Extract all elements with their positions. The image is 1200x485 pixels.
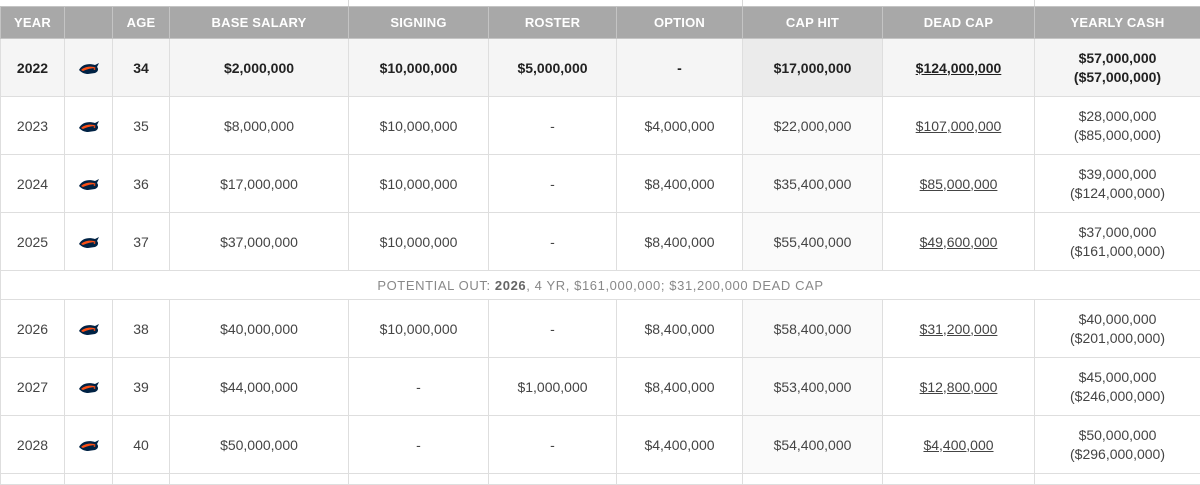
- table-row: [1, 416, 1200, 474]
- header-team: [65, 7, 113, 39]
- potential-out-details: , 4 YR, $161,000,000; $31,200,000 DEAD CAP: [526, 278, 823, 293]
- dead-cap-link[interactable]: $107,000,000: [916, 118, 1002, 134]
- year-cell: 2027: [1, 358, 65, 416]
- team-cell: [65, 97, 113, 155]
- dead-cap-link[interactable]: $124,000,000: [916, 60, 1002, 76]
- cap-hit-cell: $35,400,000: [743, 155, 883, 213]
- empty-cell: [489, 474, 617, 485]
- table-row: [1, 213, 1200, 271]
- broncos-logo-icon: [78, 178, 100, 192]
- year-cell: 2025: [1, 213, 65, 271]
- signing-cell: $10,000,000: [349, 155, 489, 213]
- team-cell: [65, 39, 113, 97]
- header-yearly-cash[interactable]: YEARLY CASH: [1035, 7, 1200, 39]
- signing-cell: $10,000,000: [349, 39, 489, 97]
- option-cell: $8,400,000: [617, 358, 743, 416]
- roster-cell: -: [489, 155, 617, 213]
- empty-cell: [1035, 474, 1200, 485]
- roster-cell: -: [489, 97, 617, 155]
- broncos-logo-icon: [78, 62, 100, 76]
- table-row: [1, 300, 1200, 358]
- table-row: [1, 155, 1200, 213]
- signing-cell: -: [349, 416, 489, 474]
- base-salary-cell: $44,000,000: [170, 358, 349, 416]
- empty-cell: [65, 474, 113, 485]
- roster-cell: $1,000,000: [489, 358, 617, 416]
- option-cell: -: [617, 39, 743, 97]
- yearly-cash-cell: [1035, 97, 1200, 155]
- cap-hit-cell: $17,000,000: [743, 39, 883, 97]
- dead-cap-link[interactable]: $85,000,000: [920, 176, 998, 192]
- yearly-cash-cell: [1035, 39, 1200, 97]
- year-cell: 2026: [1, 300, 65, 358]
- base-salary-cell: $8,000,000: [170, 97, 349, 155]
- signing-cell: -: [349, 358, 489, 416]
- base-salary-cell: $17,000,000: [170, 155, 349, 213]
- broncos-logo-icon: [78, 236, 100, 250]
- age-cell: 39: [113, 358, 170, 416]
- broncos-logo-icon: [78, 323, 100, 337]
- team-cell: [65, 155, 113, 213]
- base-salary-cell: $2,000,000: [170, 39, 349, 97]
- yearly-cash-amount: $57,000,000: [1035, 49, 1200, 68]
- age-cell: 37: [113, 213, 170, 271]
- table-row: [1, 39, 1200, 97]
- team-cell: [65, 213, 113, 271]
- base-salary-cell: $40,000,000: [170, 300, 349, 358]
- yearly-cash-amount: $40,000,000: [1035, 310, 1200, 329]
- empty-cell: [1, 474, 65, 485]
- yearly-cash-cell: [1035, 416, 1200, 474]
- age-cell: 40: [113, 416, 170, 474]
- year-cell: 2023: [1, 97, 65, 155]
- age-cell: 36: [113, 155, 170, 213]
- potential-out-label: POTENTIAL OUT:: [377, 278, 495, 293]
- dead-cap-cell: [883, 416, 1035, 474]
- header-option[interactable]: OPTION: [617, 7, 743, 39]
- yearly-cash-amount: $37,000,000: [1035, 223, 1200, 242]
- potential-out-text: [1, 271, 1200, 300]
- option-cell: $4,400,000: [617, 416, 743, 474]
- option-cell: $8,400,000: [617, 213, 743, 271]
- year-cell: 2022: [1, 39, 65, 97]
- contract-table: [0, 6, 1200, 485]
- option-cell: $8,400,000: [617, 155, 743, 213]
- dead-cap-link[interactable]: $12,800,000: [920, 379, 998, 395]
- dead-cap-cell: [883, 300, 1035, 358]
- empty-cell: [170, 474, 349, 485]
- empty-cell: [349, 474, 489, 485]
- cap-hit-cell: $54,400,000: [743, 416, 883, 474]
- cap-hit-cell: $58,400,000: [743, 300, 883, 358]
- cumulative-cash-amount: ($201,000,000): [1035, 329, 1200, 348]
- table-row-partial: [1, 474, 1200, 485]
- dead-cap-cell: [883, 39, 1035, 97]
- broncos-logo-icon: [78, 120, 100, 134]
- header-year[interactable]: YEAR: [1, 7, 65, 39]
- signing-cell: $10,000,000: [349, 213, 489, 271]
- dead-cap-cell: [883, 97, 1035, 155]
- broncos-logo-icon: [78, 439, 100, 453]
- dead-cap-link[interactable]: $4,400,000: [923, 437, 993, 453]
- cap-hit-cell: $53,400,000: [743, 358, 883, 416]
- dead-cap-cell: [883, 155, 1035, 213]
- cap-hit-cell: $55,400,000: [743, 213, 883, 271]
- yearly-cash-amount: $28,000,000: [1035, 107, 1200, 126]
- yearly-cash-amount: $45,000,000: [1035, 368, 1200, 387]
- roster-cell: -: [489, 300, 617, 358]
- table-header-row: [1, 7, 1200, 39]
- option-cell: $8,400,000: [617, 300, 743, 358]
- dead-cap-cell: [883, 358, 1035, 416]
- empty-cell: [617, 474, 743, 485]
- header-base-salary[interactable]: BASE SALARY: [170, 7, 349, 39]
- roster-cell: -: [489, 213, 617, 271]
- yearly-cash-amount: $39,000,000: [1035, 165, 1200, 184]
- potential-out-year: 2026: [495, 278, 526, 293]
- team-cell: [65, 358, 113, 416]
- empty-cell: [113, 474, 170, 485]
- cumulative-cash-amount: ($57,000,000): [1035, 68, 1200, 87]
- header-cap-hit[interactable]: CAP HIT: [743, 7, 883, 39]
- dead-cap-cell: [883, 213, 1035, 271]
- header-signing[interactable]: SIGNING: [349, 7, 489, 39]
- age-cell: 38: [113, 300, 170, 358]
- cumulative-cash-amount: ($124,000,000): [1035, 184, 1200, 203]
- roster-cell: -: [489, 416, 617, 474]
- signing-cell: $10,000,000: [349, 97, 489, 155]
- year-cell: 2028: [1, 416, 65, 474]
- cumulative-cash-amount: ($296,000,000): [1035, 445, 1200, 464]
- dead-cap-link[interactable]: $31,200,000: [920, 321, 998, 337]
- table-row: [1, 358, 1200, 416]
- yearly-cash-cell: [1035, 213, 1200, 271]
- age-cell: 34: [113, 39, 170, 97]
- yearly-cash-amount: $50,000,000: [1035, 426, 1200, 445]
- broncos-logo-icon: [78, 381, 100, 395]
- team-cell: [65, 300, 113, 358]
- cap-hit-cell: $22,000,000: [743, 97, 883, 155]
- potential-out-row: [1, 271, 1200, 300]
- dead-cap-link[interactable]: $49,600,000: [920, 234, 998, 250]
- base-salary-cell: $37,000,000: [170, 213, 349, 271]
- yearly-cash-cell: [1035, 300, 1200, 358]
- yearly-cash-cell: [1035, 155, 1200, 213]
- signing-cell: $10,000,000: [349, 300, 489, 358]
- header-age[interactable]: AGE: [113, 7, 170, 39]
- empty-cell: [743, 474, 883, 485]
- empty-cell: [883, 474, 1035, 485]
- header-roster[interactable]: ROSTER: [489, 7, 617, 39]
- team-cell: [65, 416, 113, 474]
- option-cell: $4,000,000: [617, 97, 743, 155]
- year-cell: 2024: [1, 155, 65, 213]
- roster-cell: $5,000,000: [489, 39, 617, 97]
- cumulative-cash-amount: ($246,000,000): [1035, 387, 1200, 406]
- age-cell: 35: [113, 97, 170, 155]
- base-salary-cell: $50,000,000: [170, 416, 349, 474]
- header-dead-cap[interactable]: DEAD CAP: [883, 7, 1035, 39]
- table-row: [1, 97, 1200, 155]
- cumulative-cash-amount: ($161,000,000): [1035, 242, 1200, 261]
- yearly-cash-cell: [1035, 358, 1200, 416]
- cumulative-cash-amount: ($85,000,000): [1035, 126, 1200, 145]
